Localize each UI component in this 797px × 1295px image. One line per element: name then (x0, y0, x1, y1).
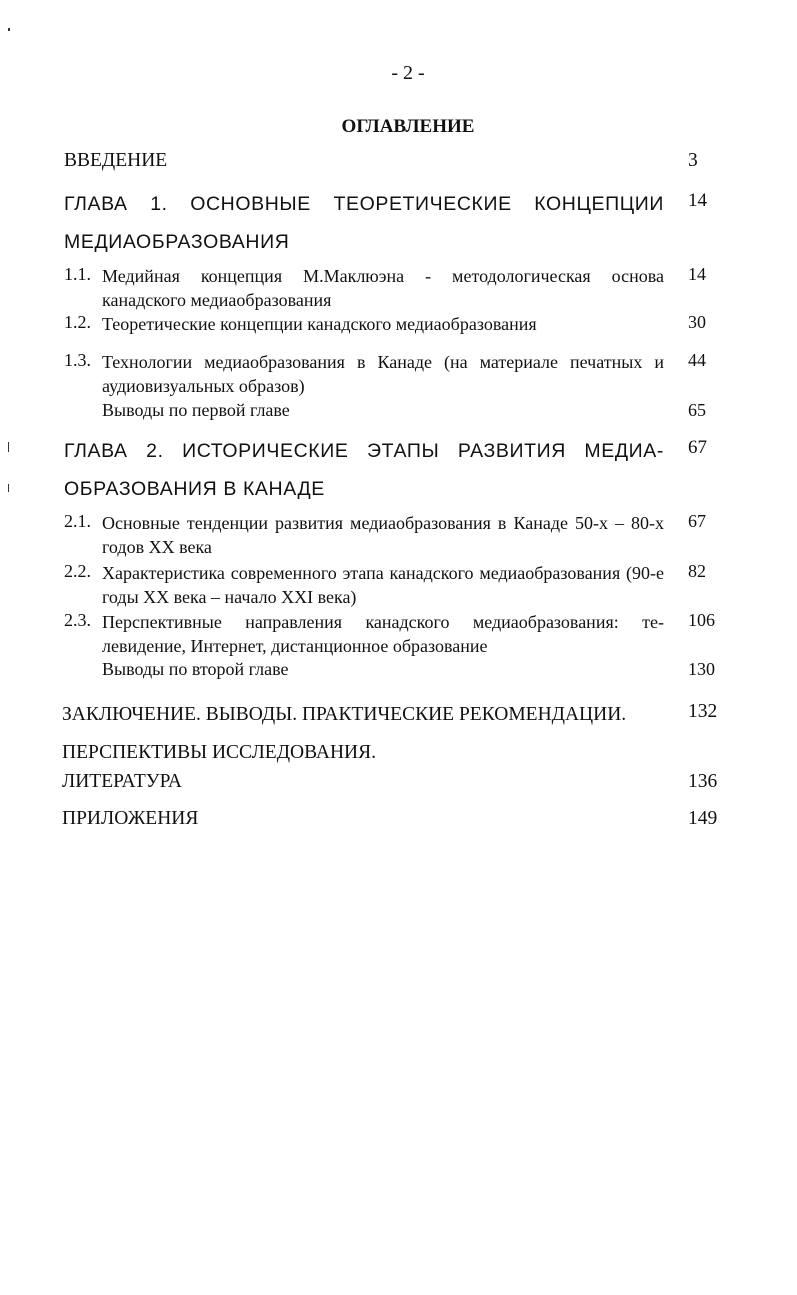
toc-entry-number: 2.2. (64, 561, 91, 581)
toc-entry-page: 106 (688, 610, 715, 630)
toc-entry-page: 149 (688, 808, 718, 829)
scan-mark (8, 442, 9, 452)
scan-mark (8, 28, 10, 31)
toc-entry-text: ГЛАВА 1. ОСНОВНЫЕ ТЕОРЕТИЧЕСКИЕ КОНЦЕПЦИИ МЕДИАОБРАЗОВАНИЯ (64, 193, 664, 253)
toc-entry-page: 82 (688, 561, 706, 581)
toc-entry-page: 130 (688, 659, 715, 679)
toc-entry-number: 1.3. (64, 350, 91, 370)
toc-entry-page: 14 (688, 190, 707, 211)
toc-entry-number: 1.2. (64, 312, 91, 332)
toc-entry-text: ПРИЛОЖЕНИЯ (62, 808, 199, 829)
toc-entry-number: 1.1. (64, 264, 91, 284)
toc-title: ОГЛАВЛЕНИЕ (341, 116, 475, 137)
toc-entry-text: Технологии медиаобразования в Канаде (на материале печатных и аудиовизуальных образов) (102, 352, 664, 396)
toc-entry-text: Характеристика современного этапа канадского медиаобразования (90-е годы XX века – начало XXI века) (102, 563, 664, 607)
toc-entry-number: 2.3. (64, 610, 91, 630)
toc-entry-page: 14 (688, 264, 706, 284)
toc-entry-number: 2.1. (64, 511, 91, 531)
toc-entry-text: ЗАКЛЮЧЕНИЕ. ВЫВОДЫ. ПРАКТИЧЕСКИЕ РЕКОМЕНДАЦИИ. ПЕРСПЕКТИВЫ ИССЛЕДОВАНИЯ. (62, 704, 627, 763)
toc-entry-page: 65 (688, 400, 706, 420)
page-number: - 2 - (391, 62, 425, 84)
toc-entry-text: Выводы по первой главе (102, 400, 290, 420)
toc-entry-text: Выводы по второй главе (102, 659, 289, 679)
toc-entry-text: ГЛАВА 2. ИСТОРИЧЕСКИЕ ЭТАПЫ РАЗВИТИЯ МЕДИА-ОБРАЗОВАНИЯ В КАНАДЕ (64, 440, 664, 500)
toc-entry-text: ЛИТЕРАТУРА (62, 771, 182, 792)
toc-entry-text: Основные тенденции развития медиаобразования в Канаде 50-х – 80-х годов XX века (102, 513, 664, 557)
toc-entry-page: 30 (688, 312, 706, 332)
toc-entry-text: ВВЕДЕНИЕ (64, 150, 168, 171)
toc-entry-page: 3 (688, 150, 698, 171)
toc-entry-text: Перспективные направления канадского медиаобразования: те-левидение, Интернет, дистанционное образование (102, 612, 664, 656)
toc-entry-page: 132 (688, 701, 718, 722)
toc-entry-page: 136 (688, 771, 718, 792)
toc-entry-page: 44 (688, 350, 706, 370)
toc-entry-page: 67 (688, 511, 706, 531)
toc-entry-page: 67 (688, 437, 707, 458)
scan-mark (8, 484, 9, 492)
toc-entry-text: Медийная концепция М.Маклюэна - методологическая основа канадского медиаобразования (102, 266, 664, 310)
toc-entry-text: Теоретические концепции канадского медиаобразования (102, 314, 537, 334)
